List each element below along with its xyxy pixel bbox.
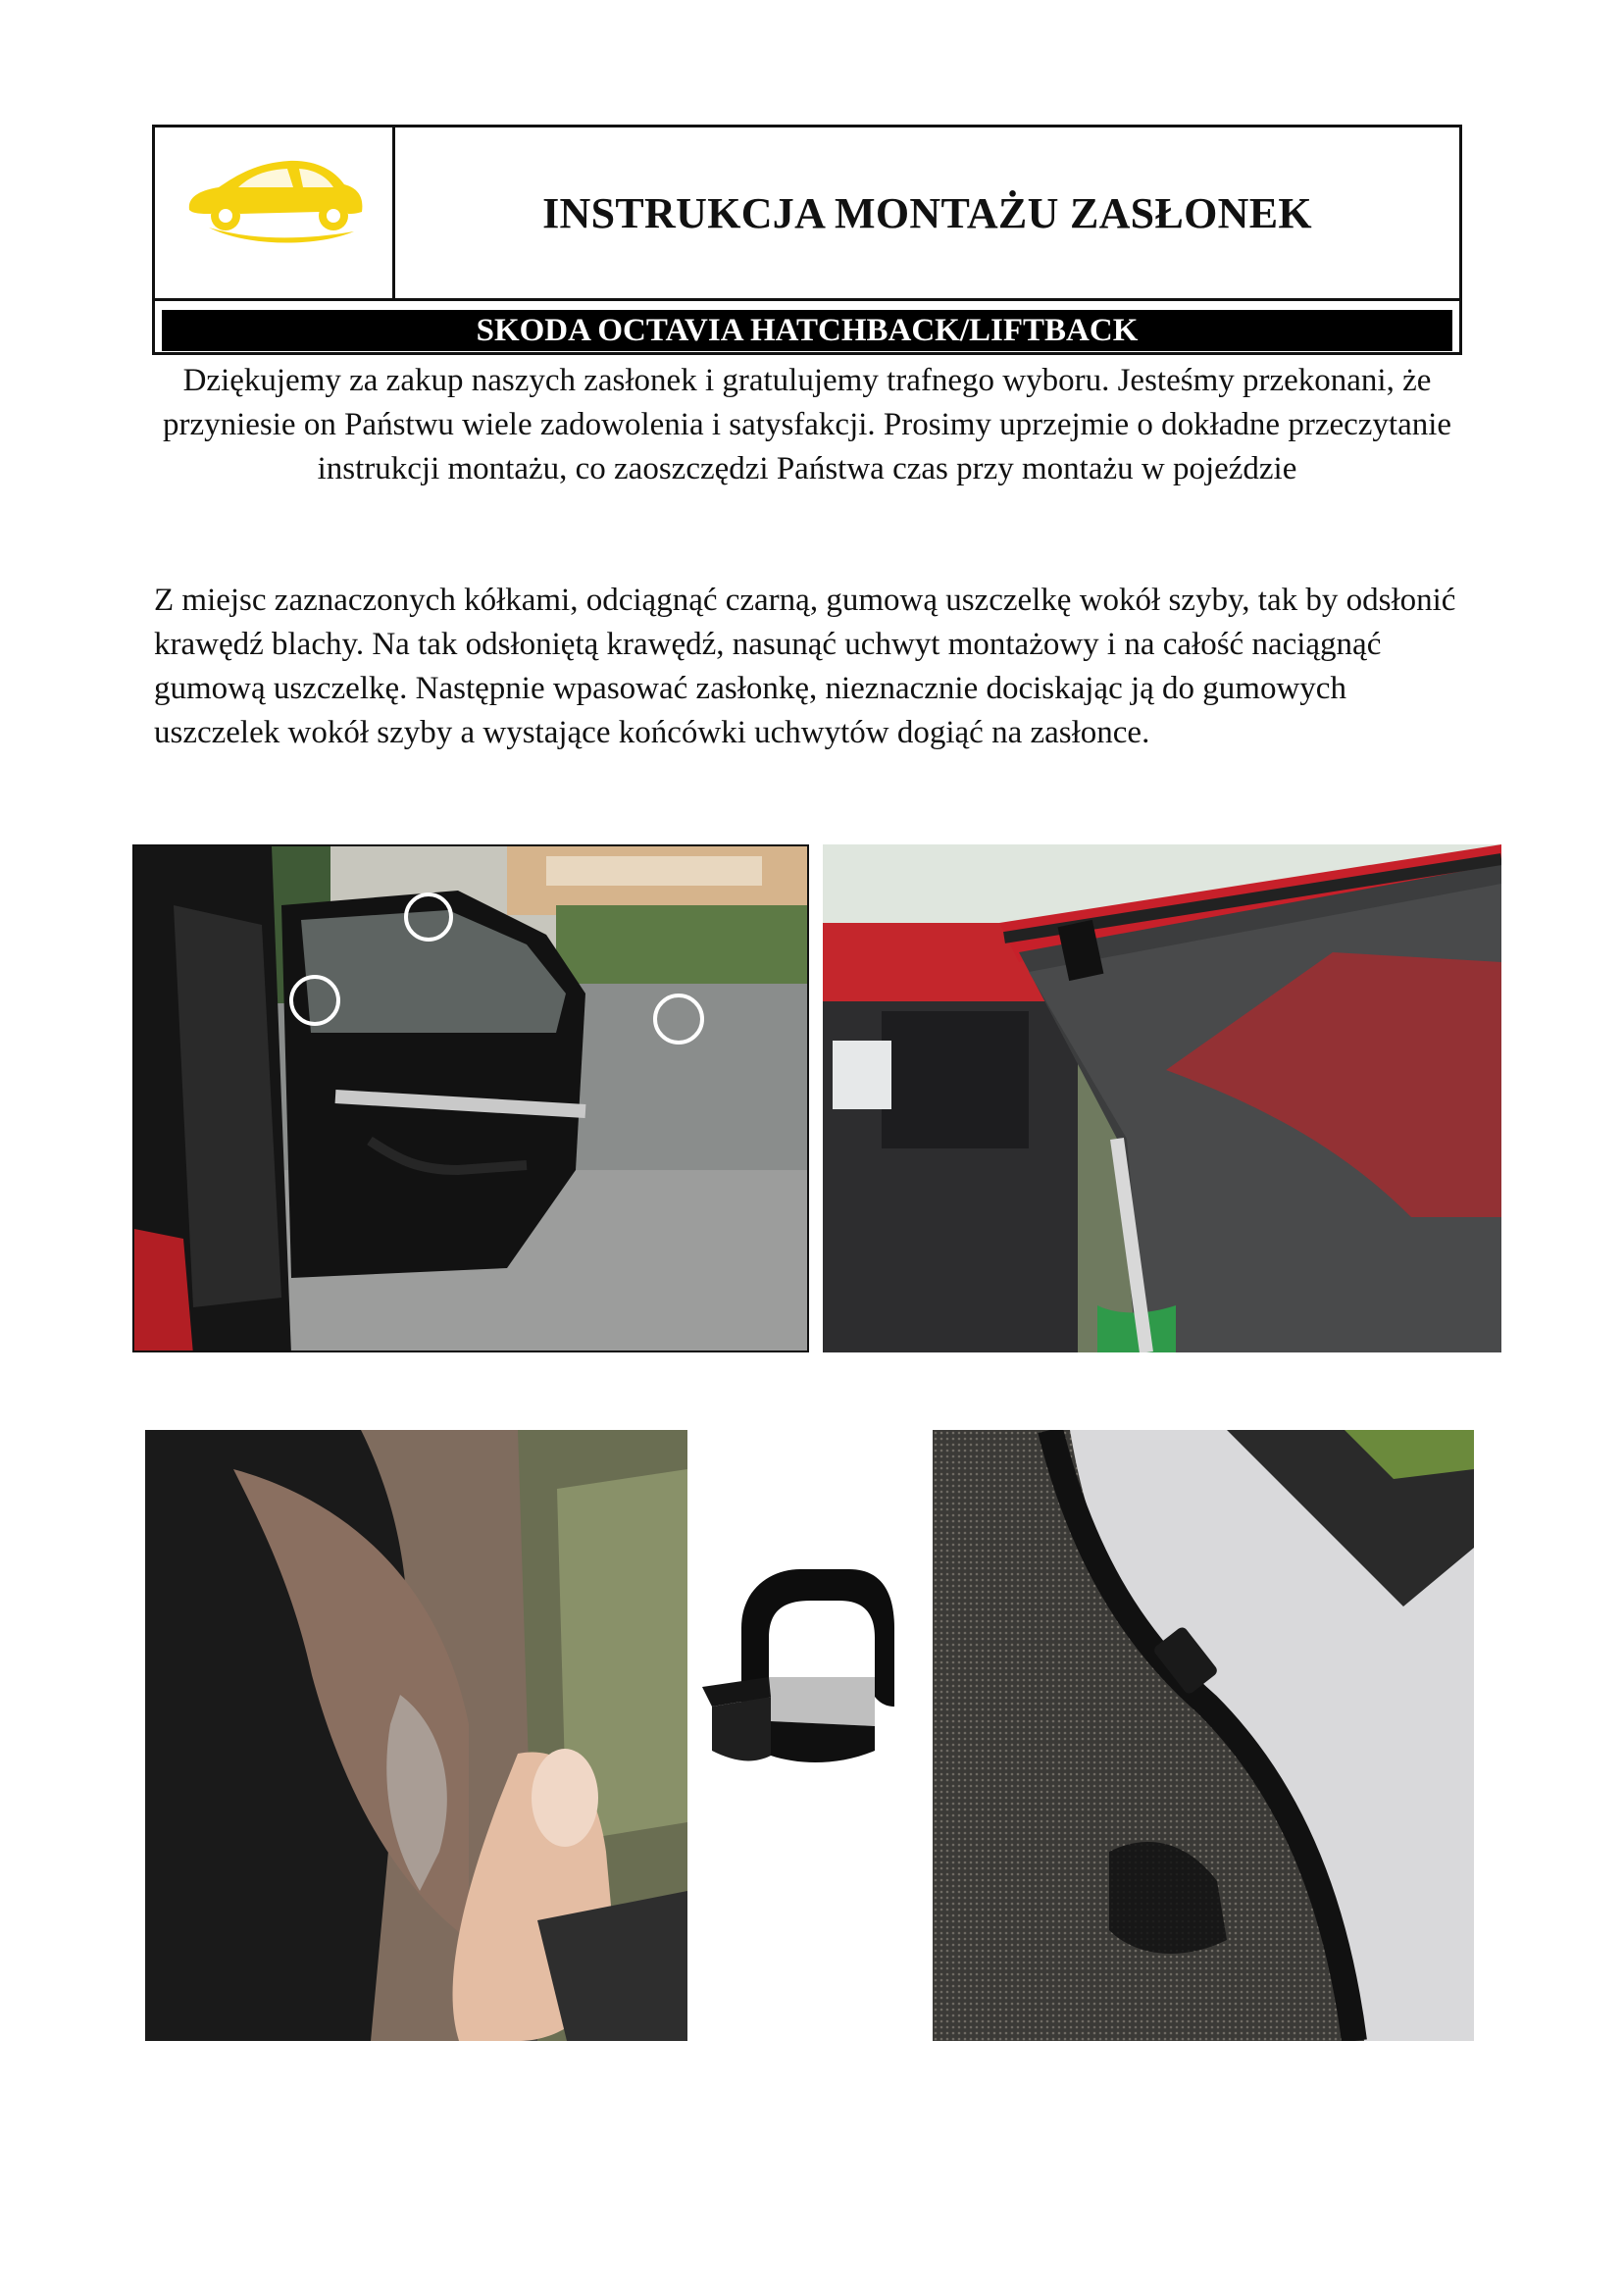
photo-installed-shade [823, 844, 1501, 1352]
car-logo-icon [179, 141, 366, 264]
instructions-paragraph: Z miejsc zaznaczonych kółkami, odciągnąć czarną, gumową uszczelkę wokół szyby, tak by odsłonić krawędź blachy. Na tak odsłoniętą krawędź, nasunąć uchwyt montażowy i na całość naciągnąć gumową uszczelkę. Następnie wpasować zasłonkę, nieznacznie dociskając ją do gumowych uszczelek wokół szyby a wystające końcówki uchwytów dogiąć na zasłonce. [154, 583, 1456, 750]
photo-open-rear-door [132, 844, 809, 1352]
car-model-label: SKODA OCTAVIA HATCHBACK/LIFTBACK [476, 312, 1139, 348]
model-bar [162, 310, 1452, 351]
header-divider [155, 298, 1459, 301]
title-cell [395, 127, 1459, 298]
photo-shade-corner [933, 1430, 1474, 2041]
logo-cell [155, 127, 395, 298]
photo-pulling-seal [145, 1430, 687, 2041]
intro-paragraph: Dziękujemy za zakup naszych zasłonek i gratulujemy trafnego wyboru. Jesteśmy przekonani, że przyniesie on Państwu wiele zadowolenia i satysfakcji. Prosimy uprzejmie o dokładne przeczytanie instrukcji montażu, co zaoszczędzi Państwa czas przy montażu w pojeździe [162, 363, 1452, 486]
photo-mounting-clip [702, 1559, 894, 1775]
document-title: INSTRUKCJA MONTAŻU ZASŁONEK [542, 188, 1312, 237]
header-table [152, 125, 1462, 355]
